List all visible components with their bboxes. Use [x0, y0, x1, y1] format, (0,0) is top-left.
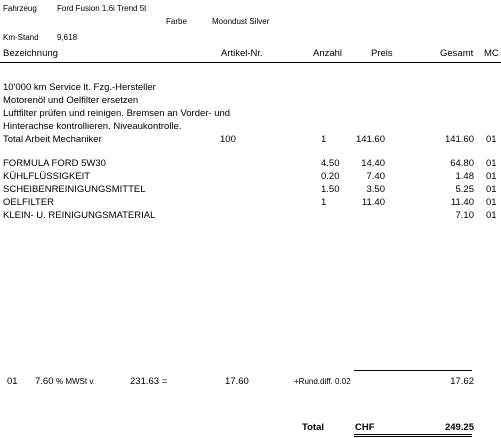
grand-total-currency: CHF — [355, 422, 375, 433]
item-total: 5.25 — [455, 184, 474, 195]
color-label: Farbe — [166, 17, 187, 26]
service-line: Luftfilter prüfen und reinigen. Bremsen an Vorder- und — [3, 108, 231, 119]
item-total: 64.80 — [450, 158, 474, 169]
header-description: Bezeichnung — [3, 48, 58, 59]
item-total: 1.48 — [455, 171, 474, 182]
service-total-price: 141.60 — [355, 134, 385, 145]
header-quantity: Anzahl — [313, 48, 343, 59]
grand-total-label: Total — [302, 422, 324, 433]
item-price: 11.40 — [361, 197, 385, 208]
service-line: Motorenöl und Oelfilter ersetzen — [3, 95, 139, 106]
subtotal-rule — [354, 370, 472, 371]
vat-rate-label: % MWSt v. — [56, 377, 95, 386]
item-quantity: 4.50 — [321, 158, 340, 169]
item-total: 11.40 — [450, 197, 474, 208]
vehicle-model: Ford Fusion 1.6i Trend 5t — [57, 4, 147, 13]
header-article: Artikel-Nr. — [221, 48, 263, 59]
item-quantity: 0.20 — [321, 171, 340, 182]
header-rule — [0, 62, 501, 63]
service-line: 10'000 km Service lt. Fzg.-Hersteller — [3, 82, 156, 93]
vat-code: 01 — [7, 376, 18, 387]
vat-base: 231.63 = — [130, 376, 168, 387]
vat-total: 17.62 — [450, 376, 474, 387]
item-description: SCHEIBENREINIGUNGSMITTEL — [3, 184, 146, 195]
item-mc: 01 — [486, 197, 497, 208]
grand-total-amount: 249.25 — [444, 422, 474, 433]
service-total-description: Total Arbeit Mechaniker — [3, 134, 102, 145]
item-mc: 01 — [486, 171, 497, 182]
grand-total-rule-2 — [354, 436, 472, 437]
item-mc: 01 — [486, 210, 497, 221]
header-mc: MC — [484, 48, 499, 59]
item-description: OELFILTER — [3, 197, 55, 208]
grand-total-rule-1 — [354, 434, 472, 435]
item-description: KÜHLFLÜSSIGKEIT — [3, 171, 91, 182]
service-total-quantity: 1 — [321, 134, 327, 145]
item-price: 14.40 — [361, 158, 385, 169]
service-total-article: 100 — [220, 134, 236, 145]
item-quantity: 1.50 — [321, 184, 340, 195]
service-total-mc: 01 — [486, 134, 497, 145]
service-total-total: 141.60 — [444, 134, 474, 145]
rounding-value: 0.02 — [335, 377, 351, 386]
item-description: FORMULA FORD 5W30 — [3, 158, 106, 169]
color-value: Moondust Silver — [212, 17, 270, 26]
item-mc: 01 — [486, 184, 497, 195]
item-total: 7.10 — [455, 210, 474, 221]
rounding-label: +Rund.diff. — [294, 377, 333, 386]
km-label: Km-Stand — [3, 33, 39, 42]
item-description: KLEIN- U. REINIGUNGSMATERIAL — [3, 210, 156, 221]
item-mc: 01 — [486, 158, 497, 169]
item-price: 3.50 — [366, 184, 385, 195]
service-line: Hinterachse kontrollieren. Niveaukontrolle. — [3, 121, 182, 132]
header-total: Gesamt — [440, 48, 474, 59]
vehicle-label: Fahrzeug — [3, 4, 37, 13]
vat-amount: 17.60 — [225, 376, 249, 387]
km-value: 9,618 — [57, 33, 78, 42]
header-price: Preis — [371, 48, 393, 59]
item-price: 7.40 — [366, 171, 385, 182]
item-quantity: 1 — [321, 197, 327, 208]
vat-rate: 7.60 — [35, 376, 54, 387]
